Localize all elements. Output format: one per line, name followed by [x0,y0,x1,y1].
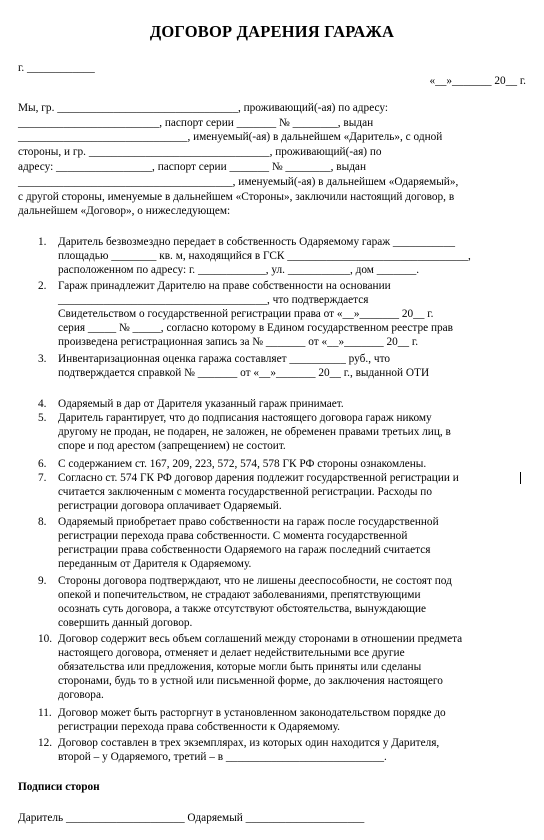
clause-text: Одаряемый в дар от Дарителя указанный гараж принимает. [58,398,344,410]
clause-text: С содержанием ст. 167, 209, 223, 572, 574, 578 ГК РФ стороны ознакомлены. [58,458,427,470]
clause-number: 3. [38,353,47,365]
intro-line: с другой стороны, именуемые в дальнейшем «Стороны», заключили настоящий договор, в [18,191,455,203]
clause-text: Даритель гарантирует, что до подписания настоящего договора гараж никому другому не продан, не подарен, не заложен, не обременен правами третьих лиц, в споре и под арестом (запрещением) не состоит. [58,412,451,453]
clause-text: Одаряемый приобретает право собственности на гараж после государственной регистрации перехода права собственности. С момента государственной регистрации права собственности Одаряемого на гараж последний считается переданным от Дарителя к Одаряемому. [58,516,439,571]
clause-number: 12. [38,737,53,749]
clause-text: Договор может быть расторгнут в установленном законодательством порядке до регистрации перехода права собственности к Одаряемому. [58,707,446,734]
clause-text: Инвентаризационная оценка гаража составляет __________ руб., что подтверждается справкой № _______ от «__»_______ 20__ г., выданной ОТИ [58,353,430,380]
clause-text: Гараж принадлежит Дарителю на праве собственности на основании _____________________________________, что подтверждается Свидетельством о государственной регистрации права от «__»_______ 20__ г. серия _____ № _____, согласно которому в Едином государственном реестре прав произведена регистрационная запись за № _______ от «__»_______ 20__ г. [58,280,454,349]
text-cursor [520,472,521,484]
intro-line: стороны, и гр. ________________________________, проживающий(-ая) по [18,146,382,158]
clause-number: 1. [38,236,47,248]
clause-number: 6. [38,458,47,470]
clause-number: 5. [38,412,47,424]
clause-text: Договор содержит весь объем соглашений между сторонами в отношении предмета настоящего договора, отменяет и делает недействительными все другие обязательства или предложения, которые могли быть приняты или сделаны сторонами, будь то в устной или письменной форме, до заключения настоящего договора. [58,633,463,702]
city-field: г. ____________ [18,62,95,74]
intro-line: дальнейшем «Договор», о нижеследующем: [18,205,231,217]
clause-text: Стороны договора подтверждают, что не лишены дееспособности, не состоят под опекой и попечительством, не страдают заболеваниями, препятствующими осознать суть договора, а также отсутствуют обстоятельства, вынуждающие совершить данный договор. [58,575,452,630]
clause-number: 9. [38,575,47,587]
clause-number: 11. [38,707,52,719]
clause-number: 4. [38,398,47,410]
intro-line: Мы, гр. ________________________________, проживающий(-ая) по адресу: [18,102,389,114]
intro-line: ______________________________, именуемый(-ая) в дальнейшем «Даритель», с одной [18,131,443,143]
signature-line: Даритель _____________________ Одаряемый _____________________ [18,812,365,824]
clause-text: Договор составлен в трех экземплярах, из которых один находится у Дарителя, второй – у Одаряемого, третий – в ____________________________. [58,737,440,764]
clause-text: Согласно ст. 574 ГК РФ договор дарения подлежит государственной регистрации и считается заключенным с момента государственной регистрации. Расходы по регистрации договора оплачивает Одаряемый. [58,472,459,513]
date-field: «__»_______ 20__ г. [429,75,526,87]
intro-line: ______________________________________, именуемый(-ая) в дальнейшем «Одаряемый», [18,176,459,188]
intro-line: адресу: _________________, паспорт серии _______ № ________, выдан [18,161,366,173]
document-title: ДОГОВОР ДАРЕНИЯ ГАРАЖА [149,22,395,41]
signatures-heading: Подписи сторон [18,781,100,793]
intro-line: _________________________, паспорт серии _______ № ________, выдан [18,117,374,129]
clause-text: Даритель безвозмездно передает в собственность Одаряемому гараж ___________ площадью ________ кв. м, находящийся в ГСК ________________________________, расположенном по адресу: г. ____________, ул. ___________, дом _______. [58,236,471,277]
clause-number: 8. [38,516,47,528]
clause-number: 7. [38,472,47,484]
clause-number: 10. [38,633,53,645]
clause-number: 2. [38,280,47,292]
